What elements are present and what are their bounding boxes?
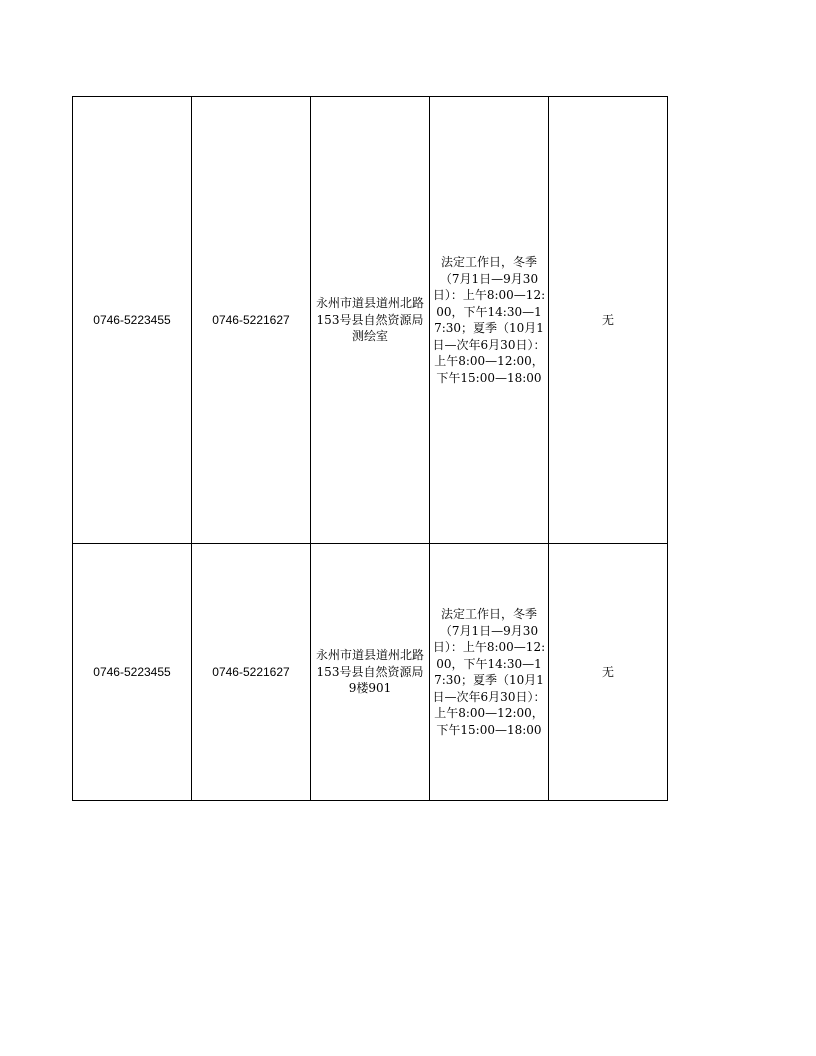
hours-cell	[430, 97, 549, 544]
consult-phone-cell	[73, 544, 192, 801]
consult-phone-cell	[73, 97, 192, 544]
office-hours: 法定工作日，冬季（7月1日—9月30日）：上午8:00—12:00，下午14:30—17:30；夏季（10月1日—次年6月30日）：上午8:00—12:00，下午15:00—18:00	[432, 607, 546, 737]
note-cell	[549, 97, 668, 544]
note-value: 无	[601, 664, 614, 679]
complaint-phone: 0746-5221627	[212, 312, 290, 327]
table-row	[73, 97, 668, 544]
complaint-phone-cell	[192, 97, 311, 544]
office-hours: 法定工作日，冬季（7月1日—9月30日）：上午8:00—12:00，下午14:30—17:30；夏季（10月1日—次年6月30日）：上午8:00—12:00，下午15:00—18:00	[432, 255, 546, 385]
complaint-phone: 0746-5221627	[212, 664, 290, 679]
hours-cell	[430, 544, 549, 801]
consult-phone: 0746-5223455	[93, 312, 171, 327]
address-cell	[311, 544, 430, 801]
address-cell	[311, 97, 430, 544]
consult-phone: 0746-5223455	[93, 664, 171, 679]
service-info-table	[72, 96, 668, 801]
office-address: 永州市道县道州北路153号县自然资源局测绘室	[315, 296, 424, 344]
office-address: 永州市道县道州北路153号县自然资源局9楼901	[315, 648, 424, 696]
table-row	[73, 544, 668, 801]
complaint-phone-cell	[192, 544, 311, 801]
note-cell	[549, 544, 668, 801]
note-value: 无	[601, 312, 614, 327]
